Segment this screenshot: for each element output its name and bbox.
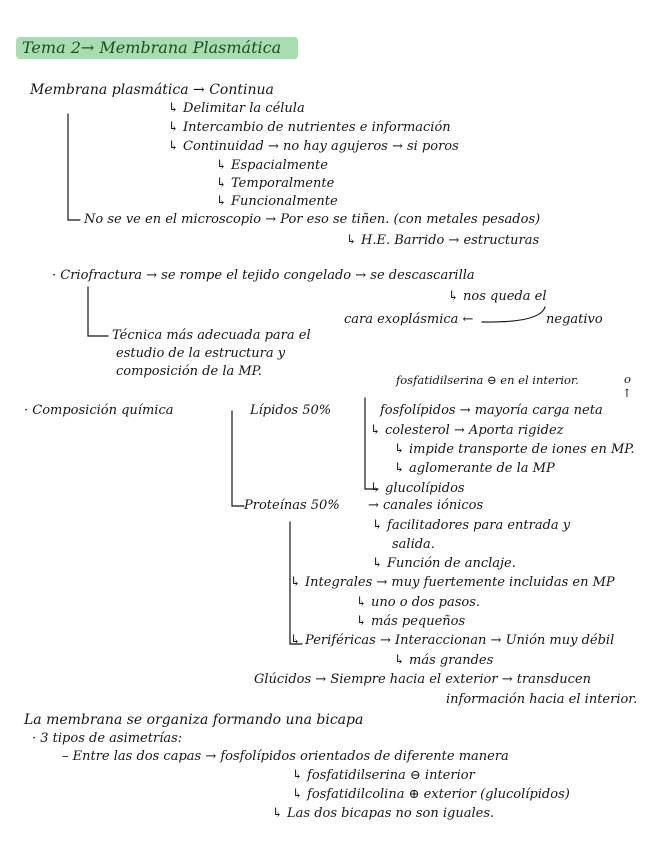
line-glucidos: Glúcidos → Siempre hacia el exterior → transducen bbox=[254, 672, 591, 687]
line-asimetrias: · 3 tipos de asimetrías: bbox=[32, 731, 183, 746]
line-anclaje: ↳ Función de anclaje. bbox=[372, 556, 516, 571]
line-salida: salida. bbox=[392, 537, 435, 552]
line-tecnica: Técnica más adecuada para el bbox=[112, 328, 311, 343]
line-negativo: negativo bbox=[546, 312, 603, 327]
line-composicion-mp: composición de la MP. bbox=[116, 364, 262, 379]
page-title: Tema 2→ Membrana Plasmática bbox=[22, 38, 282, 57]
line-continuidad: ↳ Continuidad → no hay agujeros → si poros bbox=[168, 139, 459, 154]
curve-negativo bbox=[482, 307, 545, 322]
line-me-barrido: ↳ H.E. Barrido → estructuras bbox=[346, 233, 540, 248]
line-entre-capas: – Entre las dos capas → fosfolípidos orientados de diferente manera bbox=[62, 749, 509, 764]
line-criofractura: · Criofractura → se rompe el tejido congelado → se descascarilla bbox=[52, 268, 475, 283]
line-bicapa: La membrana se organiza formando una bicapa bbox=[24, 712, 364, 728]
line-lipidos: Lípidos 50% bbox=[250, 403, 332, 418]
line-microscopio: No se ve en el microscopio → Por eso se tiñen. (con metales pesados) bbox=[84, 212, 541, 227]
line-proteinas: Proteínas 50% bbox=[244, 498, 340, 513]
line-estudio: estudio de la estructura y bbox=[116, 346, 286, 361]
line-fosfatidilcolina: ↳ fosfatidilcolina ⊕ exterior (glucolípidos) bbox=[292, 787, 570, 802]
line-delimitar: ↳ Delimitar la célula bbox=[168, 101, 305, 116]
line-funcionalmente: ↳ Funcionalmente bbox=[216, 194, 338, 209]
line-aglomerante: ↳ aglomerante de la MP bbox=[394, 461, 555, 476]
line-impide: ↳ impide transporte de iones en MP. bbox=[394, 442, 635, 457]
bracket-microscope bbox=[68, 114, 80, 220]
bracket-composicion bbox=[232, 411, 244, 506]
line-bicapas-iguales: ↳ Las dos bicapas no son iguales. bbox=[272, 806, 495, 821]
line-nos-queda: ↳ nos queda el bbox=[448, 289, 547, 304]
line-fosfatidilserina: ↳ fosfatidilserina ⊖ interior bbox=[292, 768, 475, 783]
line-intercambio: ↳ Intercambio de nutrientes e información bbox=[168, 120, 451, 135]
bracket-lipidos bbox=[365, 398, 378, 489]
line-facilitadores: ↳ facilitadores para entrada y bbox=[372, 518, 571, 533]
line-espacialmente: ↳ Espacialmente bbox=[216, 158, 328, 173]
line-perifericas: ↳ Periféricas → Interaccionan → Unión muy débil bbox=[290, 633, 615, 648]
line-composicion-quimica: · Composición química bbox=[24, 403, 174, 418]
line-mas-grandes: ↳ más grandes bbox=[394, 653, 494, 668]
line-canales: → canales iónicos bbox=[368, 498, 484, 513]
line-mas-pequenos: ↳ más pequeños bbox=[356, 614, 466, 629]
line-membrana-plasmatica: Membrana plasmática → Continua bbox=[30, 82, 274, 98]
line-fosfolipidos: fosfolípidos → mayoría carga neta bbox=[380, 403, 603, 418]
line-informacion: información hacia el interior. bbox=[446, 692, 638, 707]
line-glucolipidos: ↳ glucolípidos bbox=[370, 481, 465, 496]
line-fosfatidilserina-interior: fosfatidilserina ⊖ en el interior. bbox=[396, 373, 579, 387]
line-temporalmente: ↳ Temporalmente bbox=[216, 176, 335, 191]
bracket-criofractura bbox=[88, 287, 108, 336]
line-colesterol: ↳ colesterol → Aporta rigidez bbox=[370, 423, 564, 438]
mark-circle: o bbox=[624, 372, 631, 386]
line-integrales: ↳ Integrales → muy fuertemente incluidas en MP bbox=[290, 575, 615, 590]
line-cara-exoplasmica: cara exoplásmica ← bbox=[344, 312, 474, 327]
up-arrow-icon: ↑ bbox=[622, 386, 632, 400]
line-uno-dos-pasos: ↳ uno o dos pasos. bbox=[356, 595, 481, 610]
